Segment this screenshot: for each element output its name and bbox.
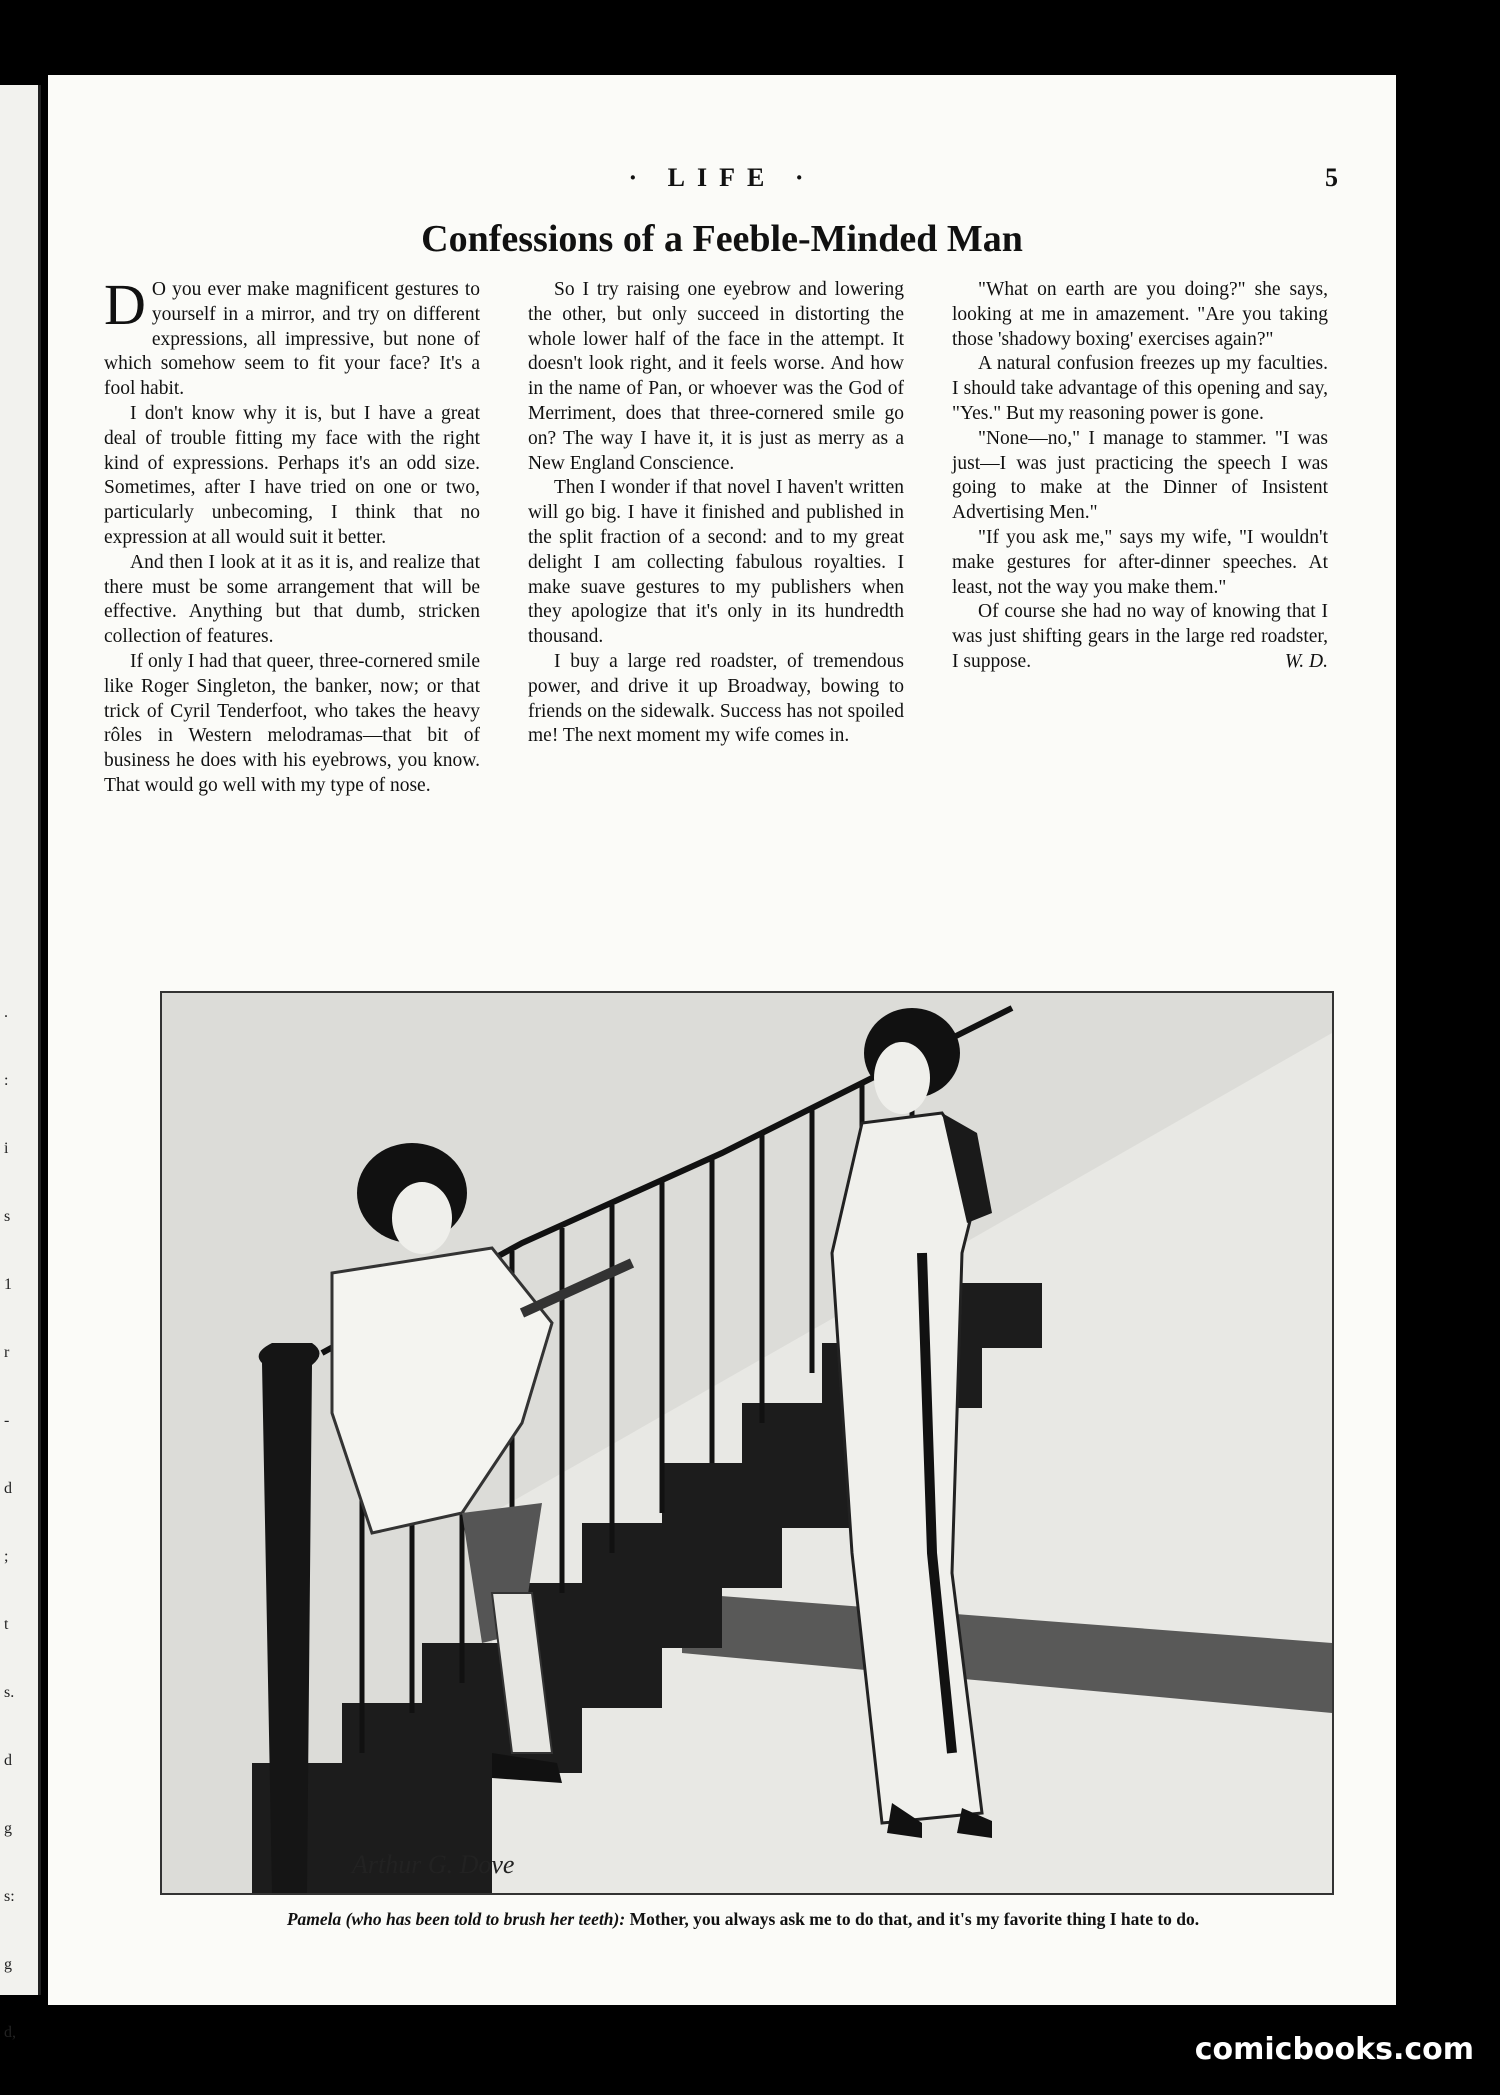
left-page-fragment: . xyxy=(4,1004,8,1021)
paragraph: A natural confusion freezes up my faculties. I should take advantage of this opening and say, "Yes." But my reasoning power is gone. xyxy=(952,353,1328,424)
page-number: 5 xyxy=(1325,163,1338,192)
left-page-fragment: t xyxy=(4,1616,9,1633)
left-page-fragment: i xyxy=(4,1140,9,1157)
staircase-illustration xyxy=(160,991,1334,1895)
illustration-drawing xyxy=(162,993,1332,1893)
running-head: · LIFE · xyxy=(628,163,816,192)
magazine-page xyxy=(48,75,1396,2005)
paragraph: "If you ask me," says my wife, "I wouldn't make gestures for after-dinner speeches. At least, not the way you make them." xyxy=(952,526,1328,598)
author-signature: W. D. xyxy=(1284,650,1328,672)
watermark: comicbooks.com xyxy=(1194,2032,1474,2067)
artist-signature: Arthur G. Dove xyxy=(352,1850,515,1879)
left-page-sliver xyxy=(0,85,41,2041)
paragraph: If only I had that queer, three-cornered smile like Roger Singleton, the banker, now; or that trick of Cyril Tenderfoot, who takes the heavy rôles in Western melodramas—that bit of business he does with his eyebrows, you know. That would go well with my type of nose. xyxy=(104,650,480,796)
paragraph: Of course she had no way of knowing that I was just shifting gears in the large red roadster, I suppose. W. D. xyxy=(952,600,1328,674)
article-title: Confessions of a Feeble-Minded Man xyxy=(421,218,1023,260)
paragraph: And then I look at it as it is, and realize that there must be some arrangement that will be effective. Anything but that dumb, stricken collection of features. xyxy=(104,551,480,648)
illustration-caption xyxy=(198,1908,1288,1930)
left-page-fragment: ; xyxy=(4,1548,9,1565)
paragraph: Then I wonder if that novel I haven't written will go big. I have it finished and published in the split fraction of a second: and to my great delight I am collecting fabulous royalties. I make suave gestures to my publishers when they apologize that it's only in its hundredth thousand. xyxy=(528,477,904,648)
paragraph: So I try raising one eyebrow and lowering the other, but only succeed in distorting the whole lower half of the face in the attempt. It doesn't look right, and it feels worse. And how in the name of Pan, or whoever was the God of Merriment, does that three-cornered smile go on? The way I have it, it is just as merry as a New England Conscience. xyxy=(528,279,904,474)
left-page-fragment: g xyxy=(4,1820,12,1837)
column-1 xyxy=(104,272,480,968)
left-page-fragment: 1 xyxy=(4,1276,12,1293)
paragraph: I don't know why it is, but I have a great deal of trouble fitting my face with the right kind of expressions. Perhaps it's an odd size. Sometimes, after I have tried on one or two, particularly unbecoming, I think that no expression at all would suit it better. xyxy=(104,402,480,548)
left-page-fragment: s xyxy=(4,1208,11,1225)
left-page-fragment: s. xyxy=(4,1684,15,1701)
left-page-fragment: d xyxy=(4,1480,12,1497)
paragraph: D O you ever make magnificent gestures to yourself in a mirror, and try on different expressions, all impressive, but none of which somehow seem to fit your face? It's a fool habit. xyxy=(104,272,480,400)
column-2 xyxy=(528,278,904,968)
drop-cap: D xyxy=(104,272,146,337)
paragraph: "What on earth are you doing?" she says, looking at me in amazement. "Are you taking those 'shadowy boxing' exercises again?" xyxy=(952,279,1328,350)
left-page-fragment: r xyxy=(4,1344,10,1361)
left-page-fragment: d, xyxy=(4,2024,16,2041)
left-page-fragment: : xyxy=(4,1072,9,1089)
paragraph: "None—no," I manage to stammer. "I was just—I was just practicing the speech I was going to make at the Dinner of Insistent Advertising Men." xyxy=(952,427,1328,524)
left-page-fragment: d xyxy=(4,1752,12,1769)
paragraph: I buy a large red roadster, of tremendous power, and drive it up Broadway, bowing to friends on the sidewalk. Success has not spoiled me! The next moment my wife comes in. xyxy=(528,650,904,747)
caption-speaker: Pamela (who has been told to brush her teeth): xyxy=(286,1909,626,1929)
article-columns xyxy=(104,272,1328,968)
left-page-fragment: g xyxy=(4,1956,12,1973)
left-page-fragment: s: xyxy=(4,1888,15,1905)
column-3 xyxy=(952,278,1328,968)
caption-text: Mother, you always ask me to do that, and it's my favorite thing I hate to do. xyxy=(629,1909,1200,1929)
left-page-fragment: - xyxy=(4,1412,10,1429)
